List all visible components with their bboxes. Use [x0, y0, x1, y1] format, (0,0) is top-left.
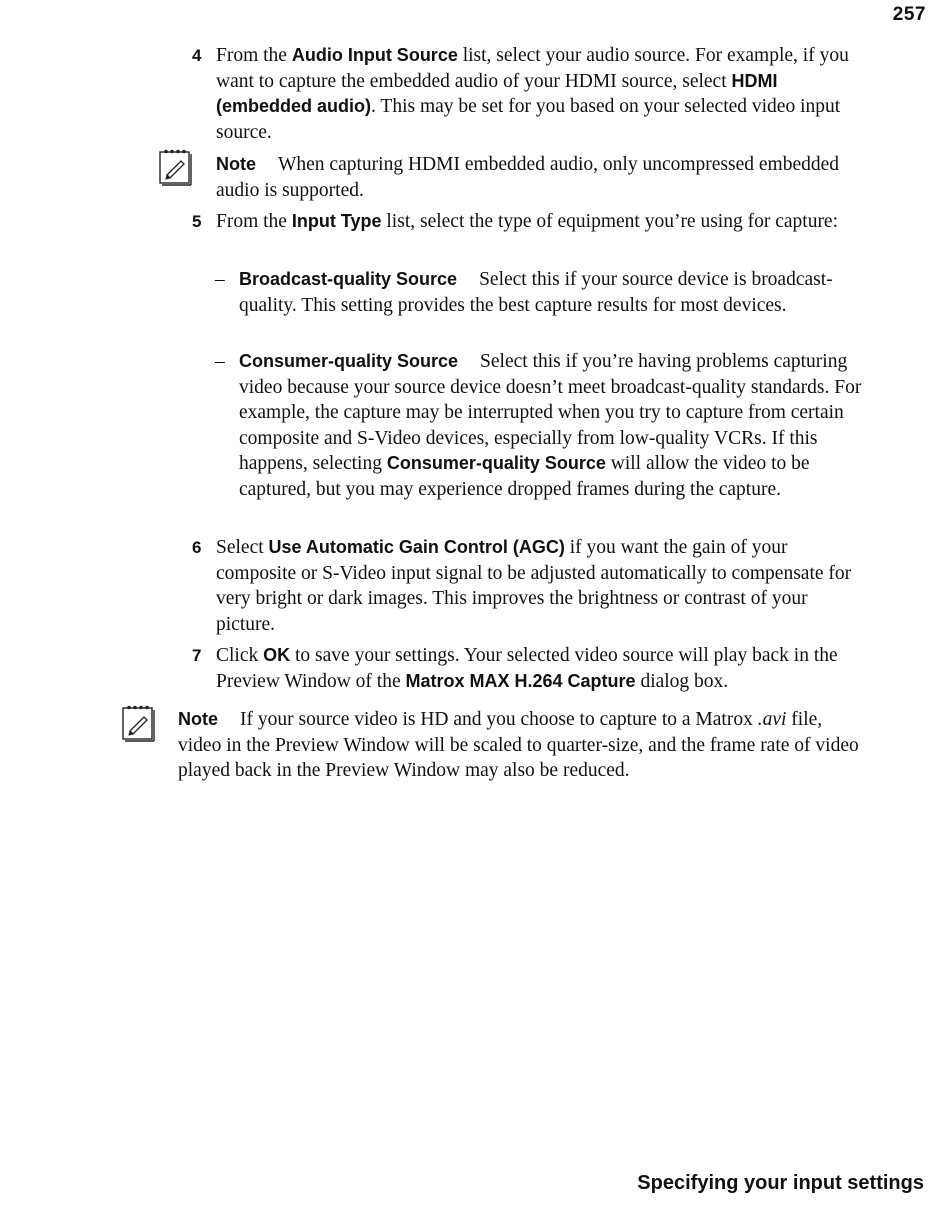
dash-bullet: – [215, 351, 225, 372]
footer-section-title: Specifying your input settings [637, 1172, 924, 1194]
file-extension: .avi [757, 709, 787, 730]
option-text: Select this if you’re having problems capturing video because your source device doesn’t meet broadcast-quality standards. For example, the capture may be interrupted when you try to capture from certain composite and S-Video devices, especially from low-quality VCRs. If this happens, selecting [239, 351, 862, 475]
step-number: 7 [192, 646, 202, 665]
note-label: Note [216, 154, 256, 174]
step-text: to save your settings. Your selected video source will play back in the Preview Window of the [216, 645, 838, 692]
step-4 [192, 43, 871, 145]
note-text: file, video in the Preview Window will be scaled to quarter-size, and the frame rate of video played back in the Preview Window may also be reduced. [178, 709, 859, 782]
step-text: if you want the gain of your composite or S-Video input signal to be adjusted automatically to compensate for very bright or dark images. This improves the brightness or contrast of your picture. [216, 537, 852, 635]
note-text: When capturing HDMI embedded audio, only uncompressed embedded audio is supported. [216, 154, 840, 201]
ui-term: HDMI (embedded audio) [216, 70, 778, 117]
ui-term: Matrox MAX H.264 Capture [405, 670, 636, 691]
notepad-pencil-icon [158, 148, 192, 186]
step-text: Click [216, 645, 264, 666]
note-text: If your source video is HD and you choose to capture to a Matrox [240, 709, 758, 730]
ui-term: OK [263, 645, 291, 665]
step-text: From the [216, 45, 292, 66]
page-number: 257 [892, 4, 926, 25]
option-title: Consumer-quality Source [239, 351, 459, 371]
step-text: list, select your audio source. For example, if you want to capture the embedded audio of your HDMI source, select [216, 45, 849, 92]
option-text: Select this if your source device is broadcast-quality. This setting provides the best capture results for most devices. [239, 269, 833, 316]
step-number: 6 [192, 538, 202, 557]
step-text: Select [216, 537, 269, 558]
step-7 [192, 643, 871, 694]
step-text: dialog box. [635, 670, 729, 692]
note-1 [216, 152, 866, 203]
ui-term: Use Automatic Gain Control (AGC) [268, 537, 565, 557]
ui-term: Audio Input Source [291, 45, 458, 65]
ui-term: Input Type [291, 211, 382, 231]
bullet-broadcast-quality [215, 267, 871, 318]
step-text: . This may be set for you based on your selected video input source. [216, 96, 841, 143]
bullet-consumer-quality [215, 349, 871, 503]
notepad-pencil-icon [121, 704, 155, 742]
step-number: 4 [192, 46, 202, 65]
note-label: Note [178, 709, 218, 729]
ui-term: Consumer-quality Source [386, 453, 606, 474]
step-text: list, select the type of equipment you’re using for capture: [381, 211, 839, 232]
step-6 [192, 535, 871, 637]
dash-bullet: – [215, 269, 225, 290]
step-5 [192, 209, 871, 235]
option-title: Broadcast-quality Source [239, 269, 458, 289]
option-text: will allow the video to be captured, but you may experience dropped frames during the capture. [239, 453, 810, 500]
note-2 [178, 707, 868, 784]
step-number: 5 [192, 212, 202, 231]
step-text: From the [216, 211, 292, 232]
